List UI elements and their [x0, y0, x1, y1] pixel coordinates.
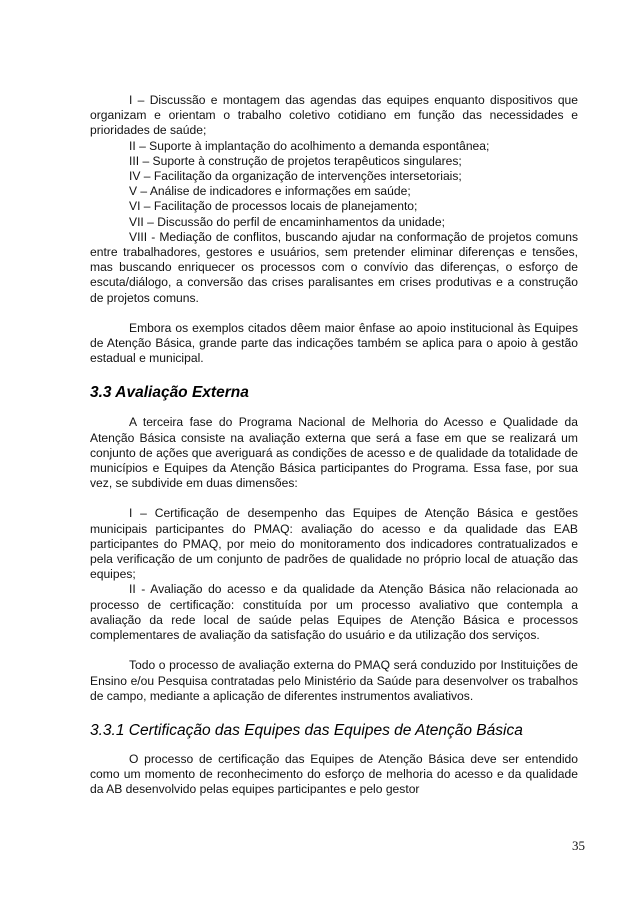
item-vi: VI – Facilitação de processos locais de planejamento;	[129, 199, 418, 214]
page-number: 35	[572, 838, 585, 853]
item-ii: II – Suporte à implantação do acolhimento a demanda espontânea;	[129, 138, 490, 153]
paragraph-examples: Embora os exemplos citados dêem maior ênfase ao apoio institucional às Equipes de Atenção Básica, grande parte das indicações também se aplica para o apoio à gestão estadual e municipal.	[90, 320, 578, 366]
dimension-1: I – Certificação de desempenho das Equipes de Atenção Básica e gestões municipais participantes do PMAQ: avaliação do acesso e da qualidade das EAB participantes do PMAQ, por meio do monitoramento dos indicadores contratualizados e pela verificação de um conjunto de padrões de qualidade no próprio local de atuação das equipes;	[90, 506, 578, 582]
dimension-2: II - Avaliação do acesso e da qualidade da Atenção Básica não relacionada ao processo de certificação: constituída por um processo avaliativo que contempla a avaliação da rede local de saúde pelas Equipes de Atenção Básica e processos complementares de avaliação da satisfação do usuário e da utilização dos serviços.	[90, 582, 578, 643]
item-i: I – Discussão e montagem das agendas das equipes enquanto dispositivos que organizam e orientam o trabalho coletivo cotidiano em função das necessidades e prioridades de saúde;	[90, 93, 578, 138]
paragraph-closing: Todo o processo de avaliação externa do PMAQ será conduzido por Instituições de Ensino e/ou Pesquisa contratadas pelo Ministério da Saúde para desenvolver os trabalhos de campo, mediante a aplicação de diferentes instrumentos avaliativos.	[90, 658, 578, 703]
paragraph-intro: A terceira fase do Programa Nacional de Melhoria do Acesso e Qualidade da Atenção Básica consiste na avaliação externa que será a fase em que se realizará um conjunto de ações que averiguará as condições de acesso e de qualidade da totalidade de municípios e Equipes da Atenção Básica participantes do Programa. Essa fase, por sua vez, se subdivide em duas dimensões:	[90, 415, 578, 491]
item-viii: VIII - Mediação de conflitos, buscando ajudar na conformação de projetos comuns entre trabalhadores, gestores e usuários, sem pretender eliminar diferenças e tensões, mas buscando enriquecer os processos com o convívio das diferenças, o esforço de escuta/diálogo, a conversão das crises paralisantes em crises produtivas e a construção de projetos comuns.	[90, 229, 578, 305]
item-iii: III – Suporte à construção de projetos terapêuticos singulares;	[129, 153, 462, 168]
item-v: V – Análise de indicadores e informações em saúde;	[129, 184, 411, 199]
section-heading-3-3-1: 3.3.1 Certificação das Equipes das Equipes de Atenção Básica	[90, 721, 523, 739]
section-heading-3-3: 3.3 Avaliação Externa	[90, 384, 249, 402]
paragraph-certification: O processo de certificação das Equipes de Atenção Básica deve ser entendido como um momento de reconhecimento do esforço de melhoria do acesso e da qualidade da AB desenvolvido pelas equipes participantes e pelo gestor	[90, 751, 578, 797]
item-vii: VII – Discussão do perfil de encaminhamentos da unidade;	[129, 214, 445, 229]
page-content	[90, 93, 578, 798]
item-iv: IV – Facilitação da organização de intervenções intersetoriais;	[129, 169, 462, 184]
